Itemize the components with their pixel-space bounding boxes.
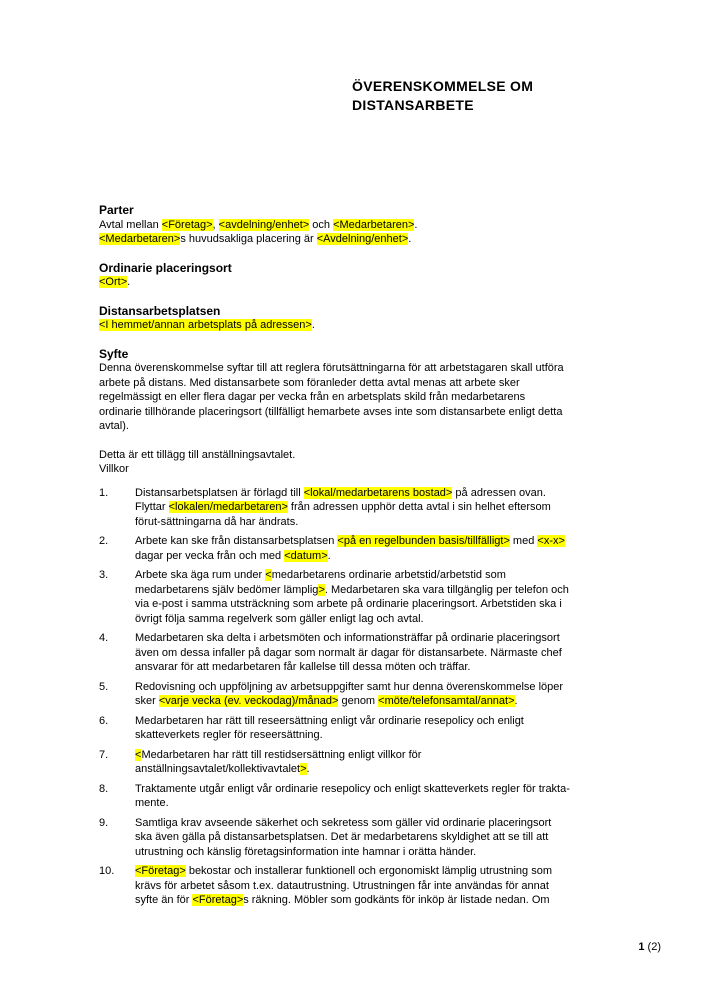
item-body	[135, 816, 624, 860]
text-segment: sker	[135, 695, 159, 707]
text-line	[135, 597, 624, 612]
villkor-list	[99, 486, 624, 908]
text-line	[135, 782, 624, 797]
text-line	[135, 893, 624, 908]
addendum-line: Detta är ett tillägg till anställningsavtalet.	[99, 448, 296, 461]
text-segment: med	[509, 535, 538, 547]
placeholder-highlight: <datum>	[284, 549, 328, 562]
text-segment: .	[327, 549, 331, 562]
text-segment: .	[127, 276, 131, 288]
document-sections	[99, 203, 624, 434]
section-parter	[99, 203, 624, 247]
section-distansarbetsplatsen	[99, 304, 624, 333]
document-title	[352, 77, 533, 114]
item-body	[135, 486, 624, 530]
text-line	[135, 568, 624, 583]
placeholder-highlight: <på en regelbunden basis/tillfälligt>	[337, 535, 510, 547]
text-line	[135, 830, 624, 845]
text-segment: Flyttar	[135, 501, 169, 513]
item-number: 3.	[99, 569, 109, 581]
text-line	[99, 390, 624, 405]
placeholder-highlight: <Ort>	[99, 276, 128, 288]
section-syfte	[99, 347, 624, 434]
villkor-item	[99, 568, 624, 626]
text-segment: krävs för arbetet såsom t.ex. datautrustning. Utrustningen får inte användas för annat	[135, 879, 549, 892]
villkor-item	[99, 816, 624, 860]
text-segment: bekostar och installerar funktionell och ergonomiskt lämplig utrustning som	[185, 865, 552, 877]
placeholder-highlight: >	[318, 583, 325, 596]
text-segment: avtal).	[99, 420, 129, 432]
item-number: 10.	[99, 865, 115, 877]
text-line	[135, 714, 624, 729]
text-segment: Arbete ska äga rum under	[135, 569, 266, 581]
placeholder-highlight: <Avdelning/enhet>	[316, 233, 409, 245]
text-line	[135, 646, 624, 661]
text-line	[135, 748, 624, 763]
item-body	[135, 748, 624, 777]
text-segment: skatteverkets regler för reseersättning.	[135, 729, 323, 741]
text-segment: Traktamente utgår enligt vår ordinarie resepolicy och enligt skatteverkets regler för trakta-	[135, 782, 570, 795]
villkor-item	[99, 864, 624, 908]
text-segment: på adressen ovan.	[452, 486, 546, 499]
text-segment: ansvarar för att medarbetaren får kallelse till dessa möten och träffar.	[135, 661, 471, 673]
villkor-item	[99, 631, 624, 675]
text-segment: utrustning och känslig företagsinformation inte hamnar i orätta händer.	[135, 845, 477, 858]
text-segment: .	[408, 233, 412, 245]
placeholder-highlight: <lokalen/medarbetaren>	[168, 501, 288, 513]
text-line	[99, 275, 624, 290]
item-body	[135, 864, 624, 908]
text-line	[135, 612, 624, 627]
text-segment: ordinarie tillhörande placeringsort (tillfälligt hemarbete avses inte som distansarbete enligt detta	[99, 405, 563, 418]
text-segment: .	[311, 319, 315, 331]
text-segment: Denna överenskommelse syftar till att reglera förutsättningarna för att arbetstagaren skall utföra	[99, 362, 564, 374]
text-segment: . Medarbetaren ska vara tillgänglig per telefon och	[324, 583, 569, 596]
text-segment: Medarbetaren har rätt till restidsersättning enligt villkor för	[141, 748, 422, 761]
document-body	[99, 203, 624, 908]
text-segment: dagar per vecka från och med	[135, 549, 285, 562]
text-line	[135, 583, 624, 598]
text-segment: förut-sättningarna då har ändrats.	[135, 515, 299, 528]
section-heading: Syfte	[99, 346, 129, 361]
text-line	[135, 534, 624, 549]
text-line	[135, 680, 624, 695]
villkor-item	[99, 680, 624, 709]
text-line	[135, 864, 624, 879]
text-line	[135, 500, 624, 515]
item-number: 9.	[99, 816, 109, 829]
text-line	[135, 796, 624, 811]
page-number-total: (2)	[647, 941, 661, 953]
item-body	[135, 534, 624, 563]
villkor-label: Villkor	[99, 463, 129, 475]
item-body	[135, 782, 624, 811]
text-segment: övrigt följa samma regelverk som gäller enligt lag och avtal.	[135, 612, 424, 625]
item-body	[135, 631, 624, 675]
placeholder-highlight: <	[135, 748, 142, 761]
item-number: 6.	[99, 714, 109, 727]
placeholder-highlight: >	[300, 763, 307, 775]
section-ordinarie-placeringsort	[99, 261, 624, 290]
text-line	[99, 218, 624, 233]
item-number: 7.	[99, 748, 109, 761]
text-segment: Redovisning och uppföljning av arbetsuppgifter samt hur denna överenskommelse löper	[135, 680, 564, 693]
placeholder-highlight: <möte/telefonsamtal/annat>	[378, 695, 515, 707]
text-line	[135, 631, 624, 646]
placeholder-highlight: <avdelning/enhet>	[218, 218, 310, 231]
text-segment: Arbete kan ske från distansarbetsplatsen	[135, 535, 338, 547]
item-body	[135, 680, 624, 709]
text-line	[99, 232, 624, 247]
item-number: 5.	[99, 680, 109, 693]
placeholder-highlight: <Företag>	[161, 218, 213, 231]
villkor-item	[99, 748, 624, 777]
section-heading: Ordinarie placeringsort	[99, 260, 232, 275]
text-segment: Distansarbetsplatsen är förlagd till	[135, 486, 304, 499]
text-segment: och	[309, 218, 334, 231]
text-line	[135, 879, 624, 894]
text-segment: anställningsavtalet/kollektivavtalet	[135, 763, 301, 775]
placeholder-highlight: <I hemmet/annan arbetsplats på adressen>	[99, 319, 312, 331]
text-line	[99, 361, 624, 376]
text-segment: Medarbetaren har rätt till reseersättning enligt vår ordinarie resepolicy och enligt	[135, 714, 524, 727]
placeholder-highlight: <varje vecka (ev. veckodag)/månad>	[158, 695, 339, 707]
item-number: 4.	[99, 632, 109, 644]
villkor-item	[99, 534, 624, 563]
text-line	[135, 660, 624, 675]
text-line	[135, 694, 624, 709]
placeholder-highlight: <x-x>	[537, 535, 565, 547]
placeholder-highlight: <Företag>	[135, 865, 186, 877]
text-line	[99, 419, 624, 434]
text-segment: Samtliga krav avseende säkerhet och sekretess som gäller vid ordinarie placeringsort	[135, 816, 552, 829]
placeholder-highlight: <	[265, 569, 272, 581]
villkor-item	[99, 782, 624, 811]
villkor-item	[99, 486, 624, 530]
text-segment: från adressen upphör detta avtal i sin helhet eftersom	[287, 501, 551, 513]
text-segment: genom	[338, 695, 379, 707]
section-heading: Distansarbetsplatsen	[99, 303, 221, 318]
text-segment: även om dessa infaller på dagar som normalt är dagar för distansarbete. Närmaste chef	[135, 646, 562, 659]
item-number: 1.	[99, 486, 109, 499]
text-line	[135, 816, 624, 831]
addendum	[99, 448, 624, 477]
item-number: 8.	[99, 782, 109, 795]
text-line	[135, 549, 624, 564]
section-heading: Parter	[99, 203, 134, 217]
text-line	[99, 405, 624, 420]
text-segment: .	[306, 763, 310, 775]
placeholder-highlight: <lokal/medarbetarens bostad>	[303, 486, 453, 499]
item-number: 2.	[99, 535, 109, 547]
placeholder-highlight: <Företag>	[192, 894, 244, 906]
text-segment: medarbetarens själv bedömer lämplig	[135, 583, 319, 596]
text-segment: Medarbetaren ska delta i arbetsmöten och informationsträffar på ordinarie placeringsort	[135, 632, 560, 644]
page-number-current: 1	[638, 941, 645, 953]
document-title-line-1: ÖVERENSKOMMELSE OM	[352, 78, 534, 94]
text-segment: .	[414, 218, 418, 231]
text-line	[99, 376, 624, 391]
text-segment: regelmässigt en eller flera dagar per vecka från en arbetsplats skild från medarbetarens	[99, 391, 526, 403]
document-title-line-2: DISTANSARBETE	[352, 96, 474, 113]
text-line	[135, 515, 624, 530]
text-segment: via e-post i samma utsträckning som arbete på ordinarie placeringsort. Arbetstiden ska i	[135, 598, 562, 610]
text-line	[135, 728, 624, 743]
text-segment: medarbetarens ordinarie arbetstid/arbetstid som	[271, 569, 506, 581]
text-segment: s räkning. Möbler som godkänts för inköp är listade nedan. Om	[243, 894, 550, 906]
text-segment: arbete på distans. Med distansarbete som föranleder detta avtal menas att arbete sker	[99, 376, 520, 389]
placeholder-highlight: <Medarbetaren>	[333, 218, 415, 231]
text-segment: syfte än för	[135, 894, 193, 906]
text-segment: mente.	[135, 797, 169, 809]
item-body	[135, 568, 624, 626]
page-number	[638, 940, 661, 955]
text-segment: ska även gälla på distansarbetsplatsen. Det är medarbetarens skyldighet att se till att	[135, 831, 549, 843]
villkor-item	[99, 714, 624, 743]
text-segment: Avtal mellan	[99, 218, 162, 231]
text-segment: s huvudsakliga placering är	[180, 233, 317, 245]
text-line	[135, 845, 624, 860]
placeholder-highlight: <Medarbetaren>	[99, 233, 181, 245]
text-segment: .	[514, 695, 518, 707]
text-line	[135, 486, 624, 501]
text-segment: ,	[212, 218, 219, 231]
item-body	[135, 714, 624, 743]
text-line	[135, 762, 624, 777]
text-line	[99, 318, 624, 333]
